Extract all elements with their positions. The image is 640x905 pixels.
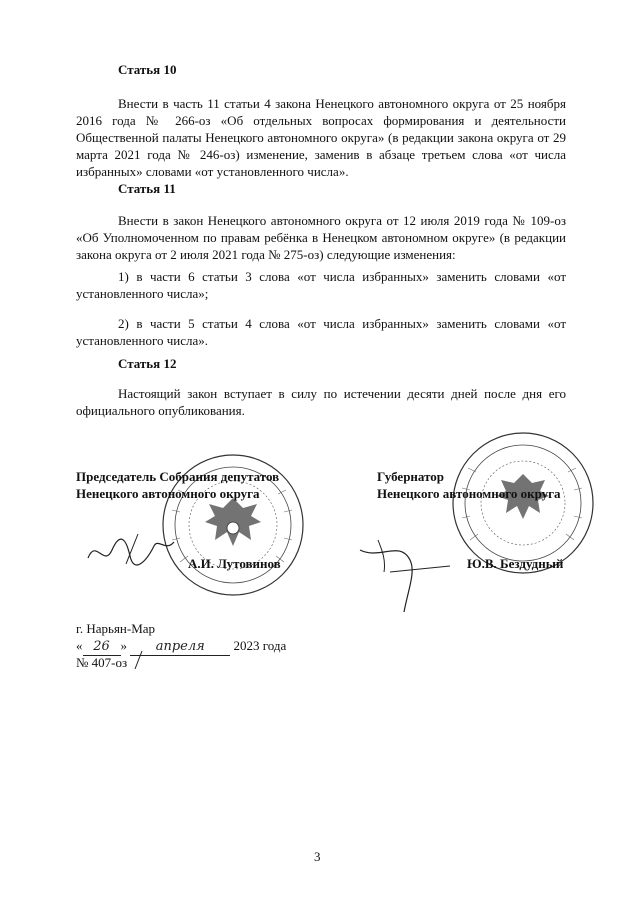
right-title-line-1: Губернатор [377, 469, 445, 484]
article-11-item-1: 1) в части 6 статьи 3 слова «от числа избранных» заменить словами «от установленного числа»; [76, 269, 566, 301]
article-12-title: Статья 12 [118, 356, 177, 371]
article-11-item-2: 2) в части 5 статьи 4 слова «от числа избранных» заменить словами «от установленного числа». [76, 316, 566, 348]
article-10-title: Статья 10 [118, 62, 177, 77]
article-12-text: Настоящий закон вступает в силу по истечении десяти дней после дня его официального опубликования. [76, 386, 566, 418]
date-year: 2023 года [233, 638, 287, 653]
law-number: № 407-оз [76, 655, 128, 670]
left-signatory-title [76, 468, 279, 502]
left-handwritten-signature [86, 528, 176, 573]
date-open-quote: « [76, 638, 83, 653]
left-title-line-2: Ненецкого автономного округа [76, 486, 260, 501]
left-title-line-1: Председатель Собрания депутатов [76, 469, 280, 484]
right-signatory-title [377, 468, 561, 502]
law-number-mark [132, 650, 144, 670]
article-10-text: Внести в часть 11 статьи 4 закона Ненецкого автономного округа от 25 ноября 2016 года № 266-оз «Об отдельных вопросах формирования и деятельности Общественной палаты Ненецкого автономного округа» (в редакции закона округа от 29 марта 2021 года № 246-оз) изменение, заменив в абзаце третьем слова «от числа избранных» словами «от установленного числа». [76, 96, 566, 179]
date-close-quote: » [120, 638, 127, 653]
page-number: 3 [314, 849, 321, 864]
right-signatory-name: Ю.В. Бездудный [467, 556, 564, 571]
article-11-title: Статья 11 [118, 181, 176, 196]
city: г. Нарьян-Мар [76, 621, 156, 636]
right-title-line-2: Ненецкого автономного округа [377, 486, 561, 501]
date-month: апреля [130, 638, 230, 656]
right-handwritten-signature [350, 520, 460, 620]
date-day: 26 [83, 638, 121, 656]
left-signatory-name: А.И. Лутовинов [188, 556, 281, 571]
article-11-text: Внести в закон Ненецкого автономного округа от 12 июля 2019 года № 109-оз «Об Уполномоченном по правам ребёнка в Ненецком автономном округе» (в редакции закона округа от 2 июля 2021 года № 275-оз) следующие изменения: [76, 213, 566, 262]
